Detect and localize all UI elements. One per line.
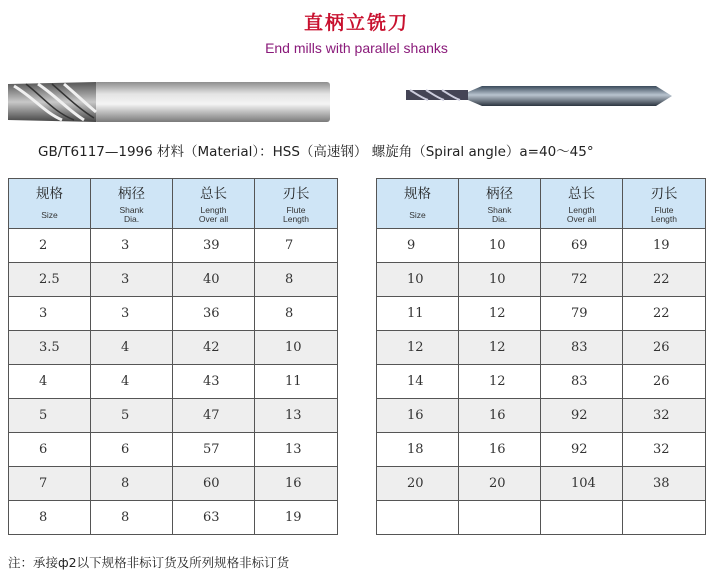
table-row xyxy=(9,433,338,467)
cell-size: 4 xyxy=(9,365,91,399)
header-length: 总长 Length Over all xyxy=(173,179,255,229)
cell-flute-length: 26 xyxy=(623,365,706,399)
header-flute: 刃长 Flute Length xyxy=(623,179,706,229)
table-row xyxy=(377,467,706,501)
cell-size: 10 xyxy=(377,263,459,297)
cell-shank-dia: 3 xyxy=(91,297,173,331)
cell-length: 43 xyxy=(173,365,255,399)
cell-shank-dia xyxy=(459,501,541,535)
end-mill-large-image xyxy=(4,78,334,126)
cell-flute-length: 8 xyxy=(255,297,338,331)
cell-length: 42 xyxy=(173,331,255,365)
cell-size: 5 xyxy=(9,399,91,433)
cell-size: 9 xyxy=(377,229,459,263)
cell-size: 20 xyxy=(377,467,459,501)
cell-flute-length: 19 xyxy=(623,229,706,263)
cell-length: 83 xyxy=(541,365,623,399)
cell-shank-dia: 12 xyxy=(459,297,541,331)
cell-flute-length: 11 xyxy=(255,365,338,399)
table-row xyxy=(9,501,338,535)
cell-shank-dia: 12 xyxy=(459,331,541,365)
cell-length: 72 xyxy=(541,263,623,297)
spec-table-left xyxy=(8,178,338,535)
cell-shank-dia: 16 xyxy=(459,433,541,467)
cell-shank-dia: 12 xyxy=(459,365,541,399)
cell-length xyxy=(541,501,623,535)
cell-shank-dia: 5 xyxy=(91,399,173,433)
cell-length: 57 xyxy=(173,433,255,467)
cell-shank-dia: 3 xyxy=(91,229,173,263)
cell-flute-length: 10 xyxy=(255,331,338,365)
cell-shank-dia: 6 xyxy=(91,433,173,467)
cell-length: 39 xyxy=(173,229,255,263)
cell-length: 83 xyxy=(541,331,623,365)
table-row xyxy=(9,467,338,501)
table-header-row xyxy=(9,179,338,229)
table-row xyxy=(9,399,338,433)
cell-flute-length: 16 xyxy=(255,467,338,501)
cell-length: 40 xyxy=(173,263,255,297)
spec-line: GB/T6117—1996 材料（Material）：HSS（高速钢） 螺旋角（Spiral angle）a=40～45° xyxy=(38,144,594,160)
cell-size: 11 xyxy=(377,297,459,331)
table-row xyxy=(377,229,706,263)
table-header-row xyxy=(377,179,706,229)
cell-flute-length: 32 xyxy=(623,433,706,467)
cell-shank-dia: 10 xyxy=(459,263,541,297)
spec-table-right xyxy=(376,178,706,535)
table-row xyxy=(9,365,338,399)
cell-flute-length: 19 xyxy=(255,501,338,535)
table-row xyxy=(377,297,706,331)
table-row xyxy=(377,501,706,535)
cell-size: 14 xyxy=(377,365,459,399)
header-length: 总长 Length Over all xyxy=(541,179,623,229)
cell-size: 18 xyxy=(377,433,459,467)
table-row xyxy=(9,263,338,297)
header-flute: 刃长 Flute Length xyxy=(255,179,338,229)
table-row xyxy=(377,331,706,365)
cell-flute-length: 22 xyxy=(623,297,706,331)
table-row xyxy=(377,433,706,467)
cell-size: 6 xyxy=(9,433,91,467)
table-row xyxy=(377,263,706,297)
cell-length: 92 xyxy=(541,433,623,467)
cell-length: 92 xyxy=(541,399,623,433)
footnote: 注：承接ф2以下规格非标订货及所列规格非标订货 xyxy=(8,555,290,570)
cell-flute-length: 13 xyxy=(255,433,338,467)
table-row xyxy=(9,229,338,263)
cell-length: 104 xyxy=(541,467,623,501)
cell-size: 12 xyxy=(377,331,459,365)
table-row xyxy=(377,365,706,399)
cell-length: 63 xyxy=(173,501,255,535)
page-title: 直柄立铣刀 xyxy=(303,12,409,34)
cell-flute-length: 22 xyxy=(623,263,706,297)
cell-flute-length: 8 xyxy=(255,263,338,297)
end-mill-small-image xyxy=(404,82,676,110)
cell-size: 16 xyxy=(377,399,459,433)
table-row xyxy=(9,331,338,365)
cell-size: 3 xyxy=(9,297,91,331)
cell-shank-dia: 4 xyxy=(91,331,173,365)
cell-shank-dia: 16 xyxy=(459,399,541,433)
cell-length: 69 xyxy=(541,229,623,263)
table-row xyxy=(377,399,706,433)
page-subtitle: End mills with parallel shanks xyxy=(265,40,448,56)
cell-size xyxy=(377,501,459,535)
cell-flute-length: 26 xyxy=(623,331,706,365)
cell-shank-dia: 8 xyxy=(91,467,173,501)
cell-flute-length: 13 xyxy=(255,399,338,433)
cell-flute-length: 32 xyxy=(623,399,706,433)
cell-size: 2 xyxy=(9,229,91,263)
cell-shank-dia: 4 xyxy=(91,365,173,399)
table-row xyxy=(9,297,338,331)
header-shank: 柄径 Shank Dia. xyxy=(459,179,541,229)
cell-flute-length xyxy=(623,501,706,535)
cell-length: 79 xyxy=(541,297,623,331)
cell-length: 36 xyxy=(173,297,255,331)
cell-size: 3.5 xyxy=(9,331,91,365)
cell-size: 8 xyxy=(9,501,91,535)
cell-size: 7 xyxy=(9,467,91,501)
cell-flute-length: 38 xyxy=(623,467,706,501)
header-size: 规格 Size xyxy=(377,179,459,229)
cell-shank-dia: 10 xyxy=(459,229,541,263)
cell-size: 2.5 xyxy=(9,263,91,297)
header-size: 规格 Size xyxy=(9,179,91,229)
cell-shank-dia: 8 xyxy=(91,501,173,535)
cell-length: 60 xyxy=(173,467,255,501)
cell-flute-length: 7 xyxy=(255,229,338,263)
header-shank: 柄径 Shank Dia. xyxy=(91,179,173,229)
cell-length: 47 xyxy=(173,399,255,433)
cell-shank-dia: 3 xyxy=(91,263,173,297)
cell-shank-dia: 20 xyxy=(459,467,541,501)
